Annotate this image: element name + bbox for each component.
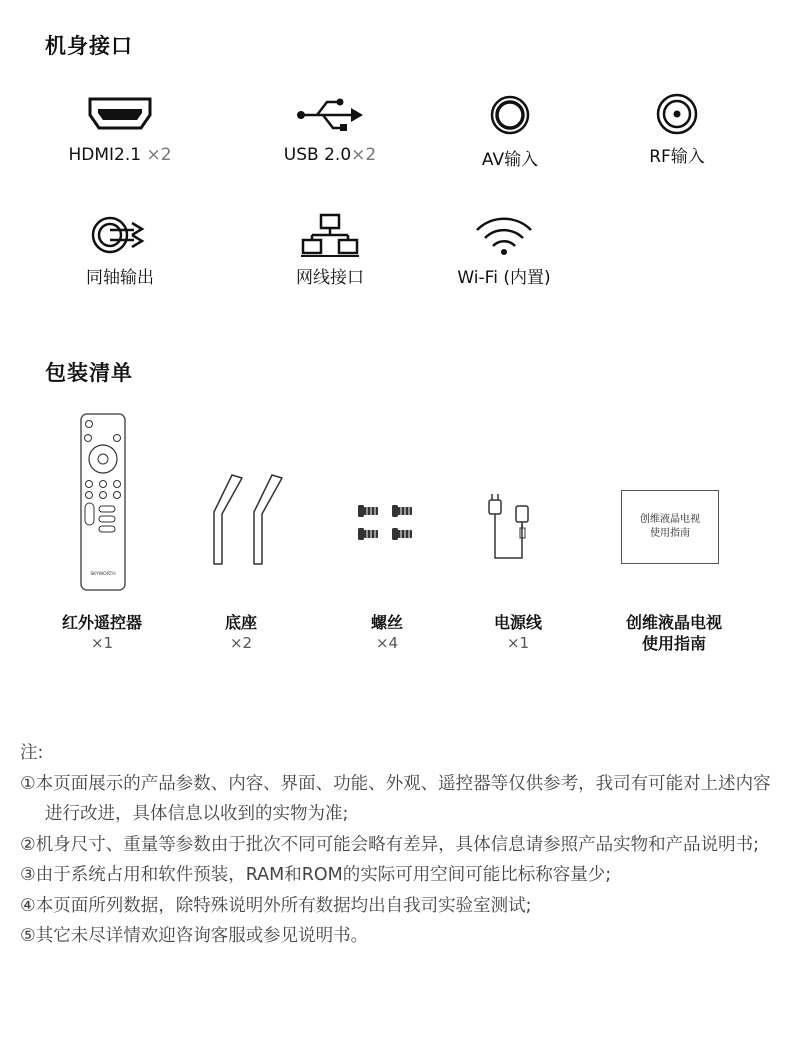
package-title: 包装清单 <box>45 361 133 385</box>
port-label: AV输入 <box>481 150 539 170</box>
port-label: HDMI2.1 <box>68 145 142 165</box>
remote-brand: SKYWORTH <box>90 572 116 577</box>
item-name: 红外遥控器 <box>61 613 142 632</box>
note-item: ②机身尺寸、重量等参数由于批次不同可能会略有差异，具体信息请参照产品实物和产品说明书; <box>20 834 760 855</box>
manual-cover-line1: 创维液晶电视 <box>640 514 700 525</box>
note-item: ①本页面展示的产品参数、内容、界面、功能、外观、遥控器等仅供参考，我司有可能对上述内容进行改进，具体信息以收到的实物为准; <box>20 773 771 824</box>
notes-heading: 注: <box>20 743 44 763</box>
notes-section <box>20 738 775 952</box>
port-hdmi <box>45 95 195 165</box>
port-wifi <box>429 213 579 288</box>
port-av <box>435 95 585 170</box>
interfaces-title: 机身接口 <box>45 34 133 58</box>
port-qty: ×2 <box>146 145 172 165</box>
port-ethernet <box>255 213 405 288</box>
package-item-screws <box>317 612 457 654</box>
port-rf <box>602 90 752 167</box>
rf-input-icon <box>655 90 699 138</box>
package-item-manual <box>604 612 744 654</box>
note-item: ④本页面所列数据，除特殊说明外所有数据均出自我司实验室测试; <box>20 895 532 916</box>
ethernet-icon <box>300 213 360 257</box>
manual-image <box>621 490 719 564</box>
av-input-icon <box>488 95 532 139</box>
package-item-stand <box>171 612 311 654</box>
coaxial-output-icon <box>88 213 152 257</box>
port-label: RF输入 <box>649 147 705 167</box>
item-name: 创维液晶电视 <box>625 613 722 632</box>
hdmi-icon <box>85 95 155 139</box>
screws-image <box>352 498 422 548</box>
item-qty: ×2 <box>229 634 253 652</box>
port-label: 同轴输出 <box>86 268 154 288</box>
note-item: ③由于系统占用和软件预装，RAM和ROM的实际可用空间可能比标称容量少; <box>20 865 612 885</box>
port-label: Wi-Fi (内置) <box>457 268 551 288</box>
item-qty: ×1 <box>506 634 530 652</box>
item-qty: ×4 <box>375 634 399 652</box>
usb-icon <box>295 95 365 139</box>
note-item: ⑤其它未尽详情欢迎咨询客服或参见说明书。 <box>20 926 369 946</box>
item-qty: ×1 <box>90 634 114 652</box>
stand-image <box>208 470 294 570</box>
port-label: 网线接口 <box>296 268 364 288</box>
item-name: 螺丝 <box>370 613 403 632</box>
remote-control-image <box>80 413 126 593</box>
wifi-icon <box>474 213 534 257</box>
power-cord-image <box>482 488 552 568</box>
port-usb <box>255 95 405 165</box>
port-coaxial <box>45 213 195 288</box>
package-item-remote <box>32 612 172 654</box>
package-item-power-cord <box>448 612 588 654</box>
port-label: USB 2.0 <box>283 145 352 165</box>
item-name-line2: 使用指南 <box>641 634 706 653</box>
item-name: 电源线 <box>493 613 542 632</box>
manual-cover-line2: 使用指南 <box>650 528 690 539</box>
port-qty: ×2 <box>351 145 377 165</box>
item-name: 底座 <box>224 613 257 632</box>
